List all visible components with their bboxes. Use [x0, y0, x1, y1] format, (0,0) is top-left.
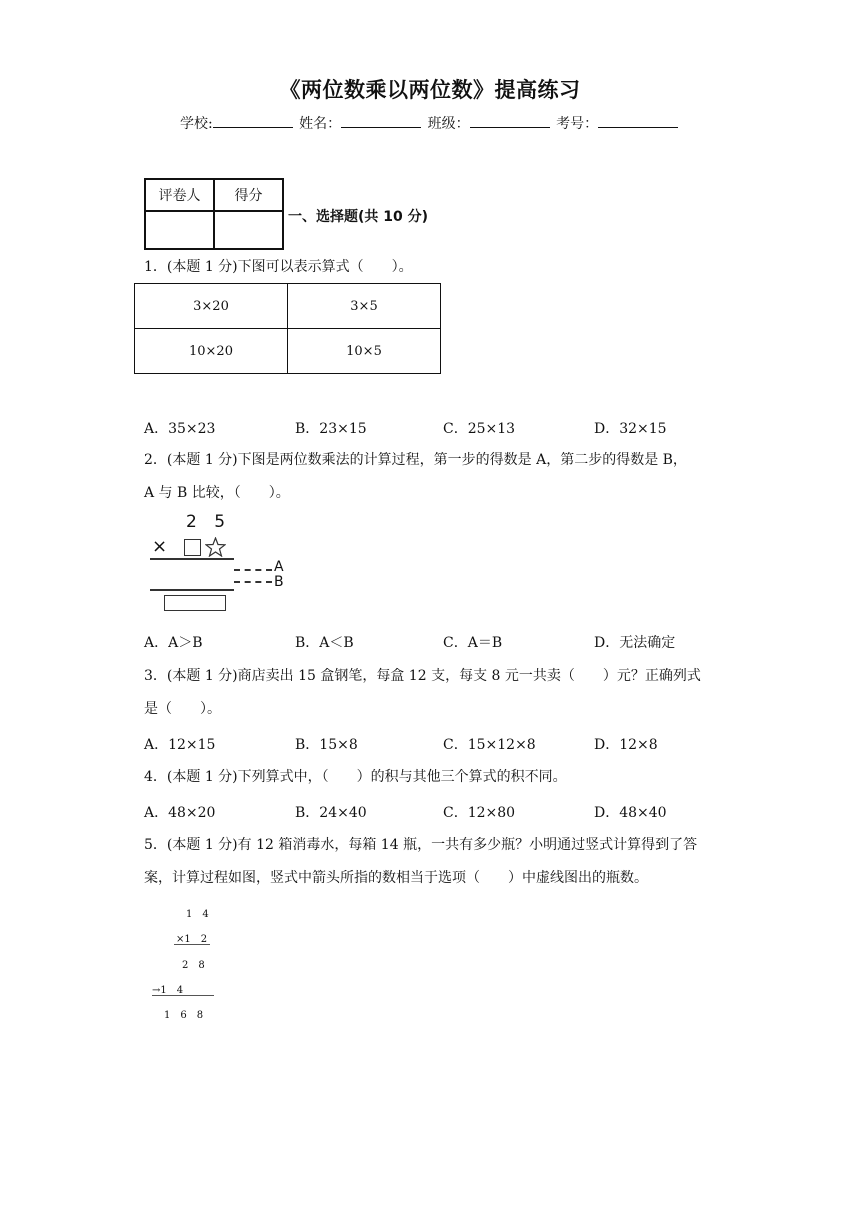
q5-text-line2: 案，计算过程如图，竖式中箭头所指的数相当于选项（ ）中虚线图出的瓶数。 [144, 870, 648, 886]
class-label: 班级： [427, 116, 470, 132]
q5-rule [152, 995, 214, 996]
q5-figure [150, 905, 230, 1020]
name-blank [341, 113, 421, 128]
q5-row-multiplier: ×1 2 [176, 934, 208, 945]
student-info-line [180, 113, 680, 133]
q1-option-c: C．25×13 [443, 421, 516, 437]
q2-rule [150, 558, 234, 560]
score-header: 得分 [214, 179, 283, 211]
q1-option-a: A．35×23 [144, 421, 216, 437]
q4-option-d: D．48×40 [594, 805, 667, 821]
q1-table [134, 283, 441, 374]
q2-option-c: C．A＝B [443, 635, 503, 651]
q5-row-partial-1: 2 8 [182, 960, 205, 971]
q4-option-a: A．48×20 [144, 805, 216, 821]
q2-times-sign: × [152, 536, 168, 557]
class-blank [470, 113, 550, 128]
q2-label-a: A [274, 559, 284, 575]
q3-option-d: D．12×8 [594, 737, 658, 753]
q5-rule [174, 944, 210, 945]
q1-cell: 10×20 [135, 329, 288, 374]
q2-option-a: A．A＞B [144, 635, 203, 651]
q2-top-number: 2 5 [186, 512, 232, 532]
score-cell [214, 211, 283, 249]
q4-option-c: C．12×80 [443, 805, 516, 821]
q3-text-line2: 是（ ）。 [144, 701, 221, 717]
q2-text-line1: 2．(本题 1 分)下图是两位数乘法的计算过程，第一步的得数是 A，第二步的得数是 B， [144, 452, 687, 468]
q2-label-b: B [274, 574, 284, 590]
star-icon [205, 537, 226, 557]
q2-figure [146, 512, 296, 616]
reviewer-cell [145, 211, 214, 249]
q5-text-line1: 5．(本题 1 分)有 12 箱消毒水，每箱 14 瓶，一共有多少瓶？小明通过竖式计算得到了答 [144, 837, 698, 853]
exam-no-label: 考号： [556, 116, 599, 132]
q2-rule [150, 589, 234, 591]
school-label: 学校: [180, 116, 213, 132]
exam-no-blank [598, 113, 678, 128]
q4-option-b: B．24×40 [295, 805, 367, 821]
q5-row-multiplicand: 1 4 [186, 909, 209, 920]
q3-option-a: A．12×15 [144, 737, 216, 753]
reviewer-header: 评卷人 [145, 179, 214, 211]
q4-text: 4．(本题 1 分)下列算式中，（ ）的积与其他三个算式的积不同。 [144, 769, 567, 785]
q1-option-d: D．32×15 [594, 421, 667, 437]
grade-table [144, 178, 284, 250]
q3-option-b: B．15×8 [295, 737, 358, 753]
page-title: 《两位数乘以两位数》提高练习 [279, 78, 581, 102]
school-blank [213, 113, 293, 128]
q3-option-c: C．15×12×8 [443, 737, 536, 753]
q1-cell: 3×20 [135, 284, 288, 329]
q2-dash-a [234, 569, 272, 571]
q1-option-b: B．23×15 [295, 421, 367, 437]
q2-text-line2: A 与 B 比较，（ ）。 [144, 485, 290, 501]
q1-cell: 10×5 [288, 329, 441, 374]
q2-answer-box [164, 595, 226, 611]
q5-row-partial-2: →1 4 [152, 985, 184, 996]
q2-option-b: B．A＜B [295, 635, 354, 651]
q1-text: 1．(本题 1 分)下图可以表示算式（ ）。 [144, 259, 413, 275]
q1-cell: 3×5 [288, 284, 441, 329]
square-icon [184, 539, 201, 556]
name-label: 姓名： [299, 116, 342, 132]
q3-text-line1: 3．(本题 1 分)商店卖出 15 盒钢笔，每盒 12 支，每支 8 元一共卖（ ）元？正确列式 [144, 668, 701, 684]
section-heading: 一、选择题(共 10 分) [288, 209, 429, 225]
q2-option-d: D．无法确定 [594, 635, 676, 651]
q2-dash-b [234, 581, 272, 583]
q5-row-product: 1 6 8 [164, 1010, 204, 1021]
